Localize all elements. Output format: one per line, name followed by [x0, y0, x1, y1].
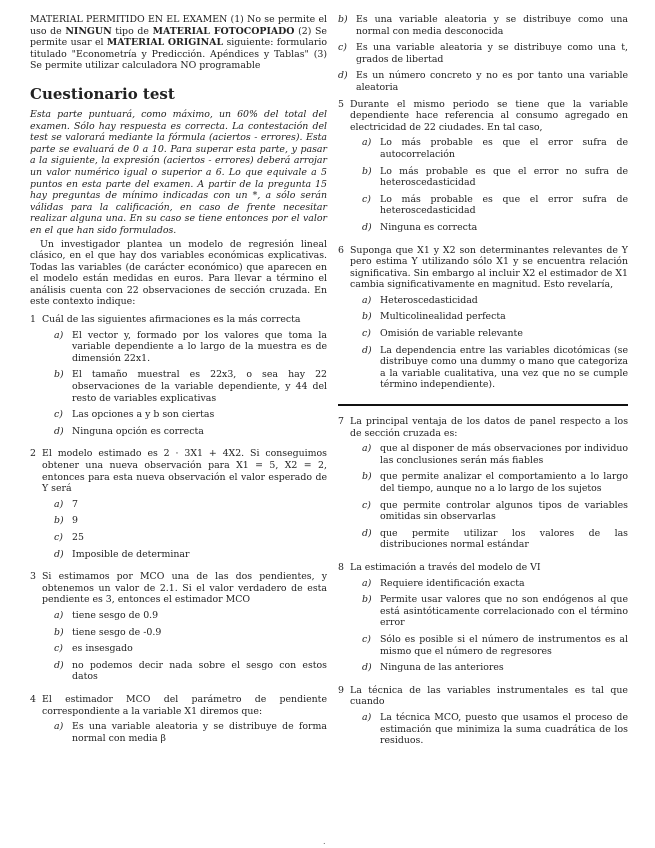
question-item — [30, 694, 327, 749]
answer-option — [54, 643, 327, 655]
answer-option — [54, 369, 327, 404]
question-text: Durante el mismo periodo se tiene que la variable dependiente hace referencia al consumo agregado en electricidad de 22 ciudades. En tal caso, — [350, 98, 628, 133]
question-item — [30, 314, 327, 442]
answer-options — [54, 499, 327, 560]
question-text: La técnica de las variables instrumentales es tal que cuando — [350, 684, 628, 708]
answer-options — [362, 578, 628, 674]
question-item — [338, 99, 628, 239]
page-mark: . — [323, 837, 326, 846]
option-text: Es una variable aleatoria y se distribuye como una normal con media desconocida — [356, 14, 628, 37]
answer-option — [54, 515, 327, 527]
option-label: b) — [54, 626, 64, 638]
answer-option — [54, 409, 327, 421]
left-column — [30, 14, 327, 755]
question-body — [350, 416, 628, 556]
option-text: tiene sesgo de -0.9 — [72, 626, 162, 638]
answer-option — [54, 627, 327, 639]
option-label: a) — [362, 137, 372, 149]
answer-option — [338, 70, 628, 93]
option-label: a) — [362, 711, 372, 723]
option-label: b) — [54, 515, 64, 527]
section-divider — [338, 404, 628, 406]
option-text: Omisión de variable relevante — [380, 328, 523, 340]
option-label: b) — [362, 594, 372, 606]
answer-option — [362, 712, 628, 747]
answer-option — [54, 499, 327, 511]
option-text: Ninguna es correcta — [380, 221, 478, 233]
answer-option — [54, 549, 327, 561]
right-column — [338, 14, 628, 758]
answer-options — [362, 712, 628, 747]
question-body — [42, 448, 327, 565]
option-text: El vector y, formado por los valores que toma la variable dependiente a lo largo de la muestra es de dimensión 22x1. — [72, 329, 327, 364]
option-text: 7 — [72, 498, 78, 510]
answer-option — [362, 662, 628, 674]
option-text: Multicolinealidad perfecta — [380, 311, 506, 323]
exam-materials-notice: MATERIAL PERMITIDO EN EL EXAMEN (1) No se permite el uso de NINGUN tipo de MATERIAL FOTOCOPIADO (2) Se permite usar el MATERIAL ORIGINAL siguiente: formulario titulado "Econometría y Predicción. Apéndices y Tablas" (3) Se permite utilizar calculadora NO programable — [30, 14, 327, 72]
answer-option — [362, 634, 628, 657]
question-4-continued-options — [338, 14, 628, 94]
option-label: b) — [54, 369, 64, 381]
answer-options — [54, 721, 327, 744]
question-text: Si estimamos por MCO una de las dos pendientes, y obtenemos un valor de 2.1. Si el valor verdadero de esta pendiente es 3, entonces el estimador MCO — [42, 571, 327, 606]
answer-option — [362, 222, 628, 234]
question-text: La estimación a través del modelo de VI — [350, 561, 541, 573]
option-label: c) — [362, 193, 371, 205]
option-text: Ninguna de las anteriores — [380, 662, 504, 674]
option-label: a) — [362, 577, 372, 589]
question-body — [350, 99, 628, 239]
option-label: d) — [338, 70, 348, 82]
option-text: no podemos decir nada sobre el sesgo con estos datos — [72, 659, 327, 683]
option-label: c) — [362, 328, 371, 340]
question-body — [350, 562, 628, 679]
option-label: b) — [362, 165, 372, 177]
option-label: a) — [54, 721, 64, 733]
option-text: que permite analizar el comportamiento a lo largo del tiempo, aunque no a lo largo de los sujetos — [380, 471, 628, 494]
option-text: Requiere identificación exacta — [380, 577, 525, 589]
option-label: c) — [54, 531, 63, 543]
answer-option — [362, 311, 628, 323]
option-label: c) — [362, 633, 371, 645]
option-text: es insesgado — [72, 643, 133, 655]
question-number: 5 — [338, 98, 344, 110]
option-label: a) — [54, 498, 64, 510]
option-label: b) — [338, 14, 348, 25]
question-number: 4 — [30, 693, 36, 705]
option-text: 9 — [72, 515, 78, 527]
option-text: 25 — [72, 531, 84, 543]
option-text: La técnica MCO, puesto que usamos el proceso de estimación que minimiza la suma cuadrática de los residuos. — [380, 711, 628, 747]
option-text: que permite controlar algunos tipos de variables omitidas sin observarlas — [380, 499, 628, 523]
answer-option — [362, 500, 628, 523]
answer-option — [54, 721, 327, 744]
option-label: c) — [54, 643, 63, 655]
question-number: 2 — [30, 448, 36, 460]
option-text: Lo más probable es que el error sufra de heteroscedasticidad — [380, 193, 628, 217]
option-label: a) — [54, 329, 64, 341]
option-text: tiene sesgo de 0.9 — [72, 609, 159, 621]
answer-option — [54, 660, 327, 683]
question-number: 6 — [338, 244, 344, 256]
answer-options — [54, 610, 327, 683]
question-number: 7 — [338, 416, 344, 428]
question-body — [42, 694, 327, 749]
option-text: Permite usar valores que no son endógenos al que está asintóticamente correlacionado con el término error — [380, 594, 628, 629]
option-label: a) — [54, 609, 64, 621]
answer-option — [338, 14, 628, 37]
option-label: d) — [362, 662, 372, 674]
question-text: El modelo estimado es 2 · 3X1 + 4X2. Si conseguimos obtener una nueva observación para X1 = 5, X2 = 2, entonces para esta nueva observación el valor esperado de Y será — [42, 448, 327, 495]
answer-option — [362, 578, 628, 590]
question-item — [30, 448, 327, 565]
question-list-right-top — [338, 99, 628, 396]
answer-option — [362, 194, 628, 217]
answer-option — [54, 330, 327, 365]
option-label: d) — [54, 425, 64, 437]
option-label: c) — [338, 42, 347, 54]
answer-option — [362, 295, 628, 307]
answer-option — [362, 594, 628, 629]
option-label: d) — [54, 548, 64, 560]
question-body — [350, 685, 628, 752]
option-label: d) — [362, 527, 372, 539]
option-label: d) — [362, 344, 372, 356]
answer-option — [362, 528, 628, 551]
answer-option — [54, 532, 327, 544]
answer-option — [54, 610, 327, 622]
option-text: Lo más probable es que el error sufra de autocorrelación — [380, 137, 628, 160]
question-number: 8 — [338, 561, 344, 573]
answer-option — [362, 166, 628, 189]
option-text: Las opciones a y b son ciertas — [72, 409, 215, 421]
option-text: Lo más probable es que el error no sufra de heteroscedasticidad — [380, 165, 628, 189]
option-label: b) — [362, 471, 372, 483]
question-text: La principal ventaja de los datos de panel respecto a los de sección cruzada es: — [350, 416, 628, 439]
option-text: Heteroscedasticidad — [380, 294, 478, 306]
option-text: Es una variable aleatoria y se distribuye de forma normal con media β — [72, 721, 327, 744]
option-text: Imposible de determinar — [72, 548, 190, 560]
answer-option — [338, 42, 628, 65]
question-item — [338, 416, 628, 556]
question-number: 9 — [338, 684, 344, 696]
question-list-left — [30, 314, 327, 749]
question-item — [30, 571, 327, 688]
option-label: a) — [362, 294, 372, 306]
option-label: c) — [54, 409, 63, 421]
question-text: Suponga que X1 y X2 son determinantes relevantes de Y pero estima Y utilizando sólo X1 y se encuentra relación significativa. Sin embargo al incluir X2 el estimador de X1 cambia significativamente en magnitud. Esto revelaría, — [350, 244, 628, 291]
answer-options — [362, 137, 628, 233]
option-text: Ninguna opción es correcta — [72, 425, 204, 437]
option-text: que permite utilizar los valores de las distribuciones normal estándar — [380, 527, 628, 551]
answer-option — [362, 345, 628, 391]
option-text: El tamaño muestral es 22x3, o sea hay 22 observaciones de la variable dependiente, y 44 del resto de variables explicativas — [72, 369, 327, 404]
answer-option — [362, 443, 628, 466]
question-item — [338, 245, 628, 397]
answer-options — [362, 443, 628, 551]
question-text: El estimador MCO del parámetro de pendiente correspondiente a la variable X1 diremos que: — [42, 693, 327, 717]
option-text: que al disponer de más observaciones por individuo las conclusiones serán más fiables — [380, 443, 628, 466]
answer-option — [362, 137, 628, 160]
answer-option — [362, 471, 628, 494]
option-text: Sólo es posible si el número de instrumentos es al mismo que el número de regresores — [380, 633, 628, 657]
answer-options — [362, 295, 628, 391]
question-body — [350, 245, 628, 397]
option-text: La dependencia entre las variables dicotómicas (se distribuye como una dummy o mano que categoriza a la variable cualitativa, una vez que no se cumple término independiente). — [380, 344, 628, 391]
option-label: b) — [362, 311, 372, 323]
option-label: d) — [362, 221, 372, 233]
option-label: d) — [54, 659, 64, 671]
question-number: 1 — [30, 314, 36, 326]
answer-options — [54, 330, 327, 438]
question-item — [338, 685, 628, 752]
section-title: Cuestionario test — [30, 84, 175, 103]
option-text: Es un número concreto y no es por tanto una variable aleatoria — [356, 70, 628, 93]
question-body — [42, 571, 327, 688]
option-text: Es una variable aleatoria y se distribuye como una t, grados de libertad — [356, 42, 628, 65]
answer-option — [54, 426, 327, 438]
option-label: a) — [362, 443, 372, 455]
test-instructions: Esta parte puntuará, como máximo, un 60% del total del examen. Sólo hay respuesta es correcta. La contestación del test se valorará mediante la fórmula (aciertos - errores). Esta parte se evaluará de 0 a 10. Para superar esta parte, y pasar a la siguiente, la expresión (aciertos - errores) deberá arrojar un valor numérico igual o superior a 6. Lo que equivale a 5 puntos en esta parte del examen. A partir de la pregunta 15 hay preguntas de mínimo indicadas con un *, a sólo serán válidas para la calificación, en caso de frente necesitar realizar alguna una. En su caso se tiene entonces por el valor en el que han sido formulados. — [30, 108, 327, 236]
question-item — [338, 562, 628, 679]
answer-option — [362, 328, 628, 340]
question-list-right-bottom — [338, 416, 628, 752]
question-context: Un investigador plantea un modelo de regresión lineal clásico, en el que hay dos variables económicas explicativas. Todas las variables (de carácter económico) que aparecen en el modelo están medidas en euros. Para llevar a término el análisis cuenta con 22 observaciones de sección cruzada. En este contexto indique: — [30, 238, 327, 308]
question-number: 3 — [30, 571, 36, 583]
option-label: c) — [362, 499, 371, 511]
question-text: Cuál de las siguientes afirmaciones es la más correcta — [42, 314, 301, 326]
question-body — [42, 314, 327, 442]
